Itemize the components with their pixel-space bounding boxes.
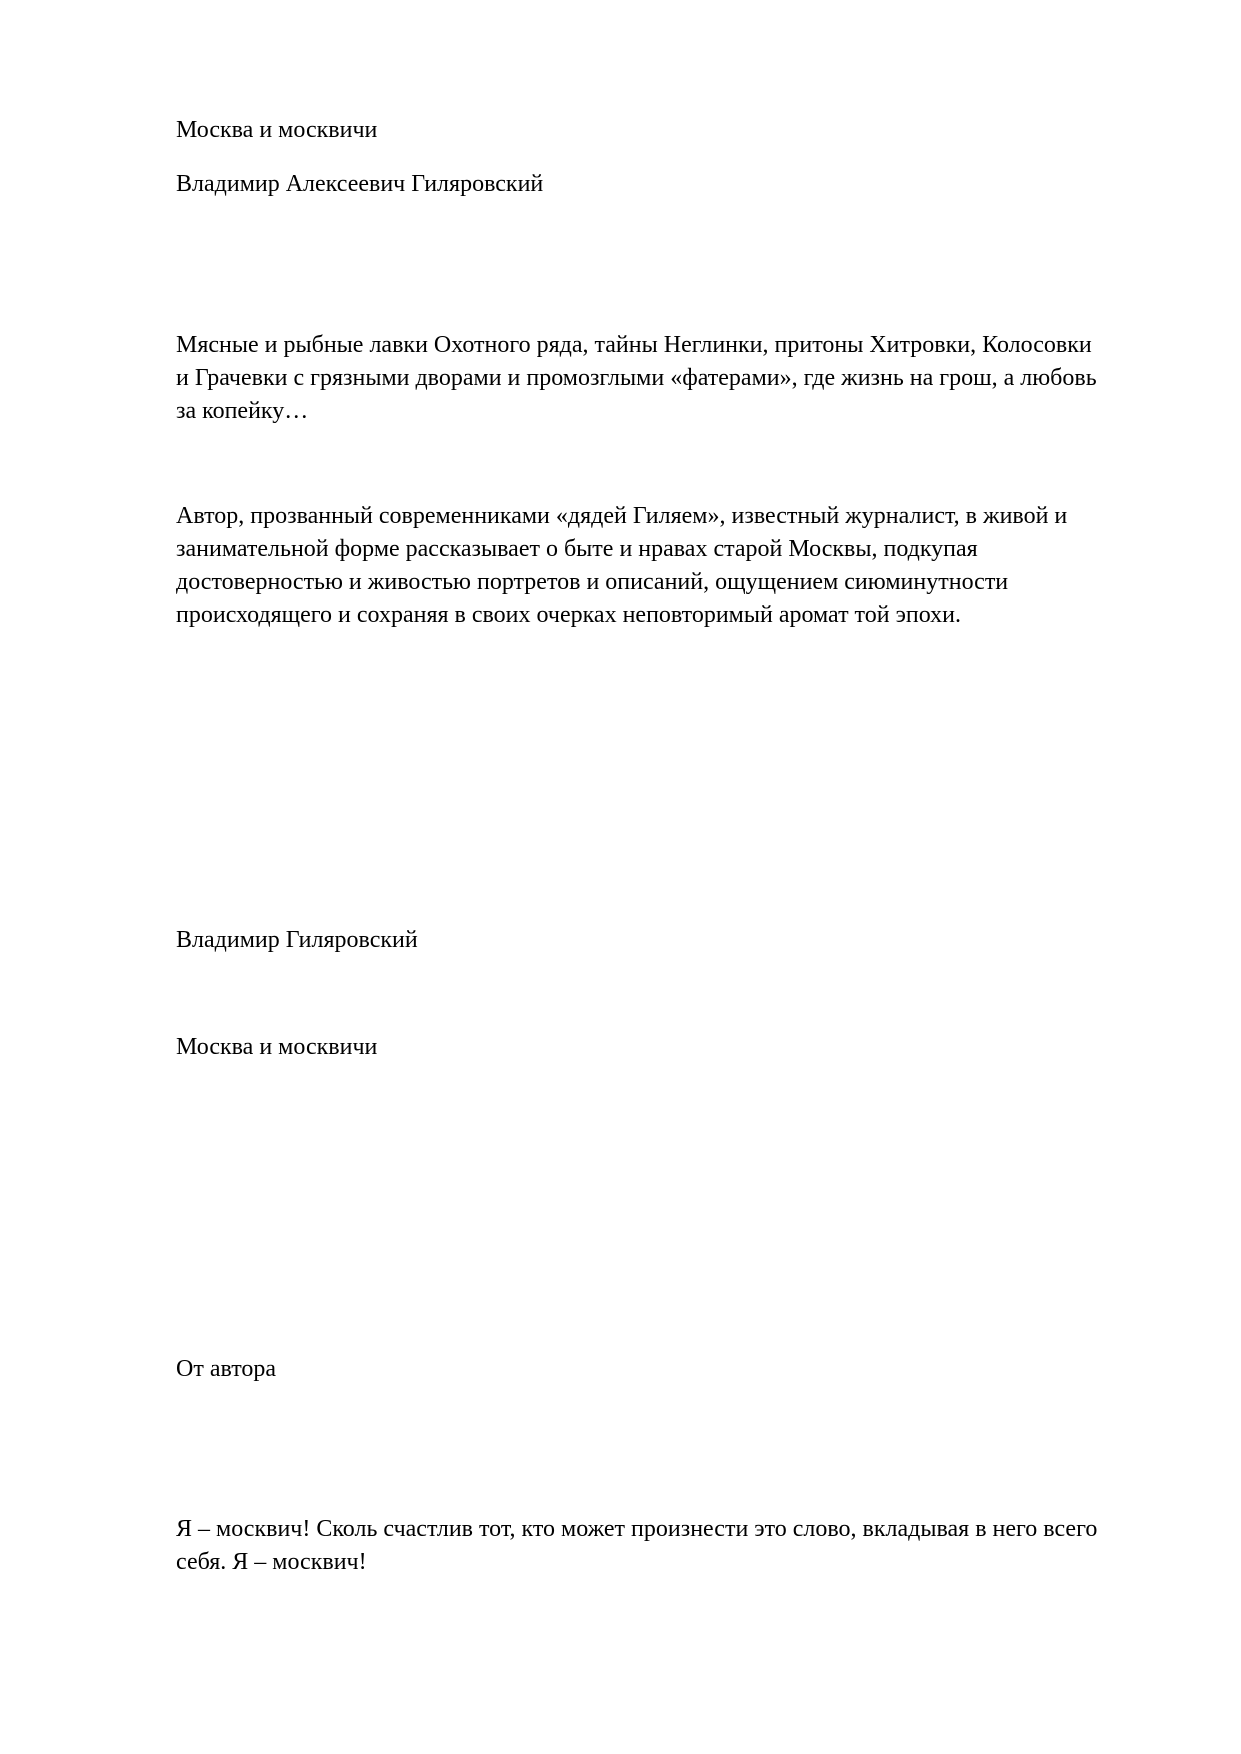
text-line: и Грачевки с грязными дворами и промозглыми «фатерами», где жизнь на грош, а любовь (176, 365, 1097, 391)
author-full-name: Владимир Алексеевич Гиляровский (176, 171, 544, 197)
text-line: себя. Я – москвич! (176, 1549, 367, 1575)
opening-paragraph (176, 1513, 1166, 1579)
text-line: Мясные и рыбные лавки Охотного ряда, тайны Неглинки, притоны Хитровки, Колосовки (176, 332, 1092, 358)
section-heading: От автора (176, 1356, 277, 1382)
annotation-paragraph-2 (176, 500, 1166, 632)
text-line: за копейку… (176, 398, 309, 424)
author-short-name: Владимир Гиляровский (176, 927, 418, 953)
annotation-paragraph-1 (176, 329, 1166, 428)
text-line: занимательной форме рассказывает о быте и нравах старой Москвы, подкупая (176, 536, 978, 562)
book-title-repeat: Москва и москвичи (176, 1034, 378, 1060)
text-line: достоверностью и живостью портретов и описаний, ощущением сиюминутности (176, 569, 1009, 595)
text-line: Автор, прозванный современниками «дядей Гиляем», известный журналист, в живой и (176, 503, 1068, 529)
book-title: Москва и москвичи (176, 117, 378, 143)
text-line: Я – москвич! Сколь счастлив тот, кто может произнести это слово, вкладывая в него всего (176, 1516, 1098, 1542)
text-line: происходящего и сохраняя в своих очерках неповторимый аромат той эпохи. (176, 602, 961, 628)
